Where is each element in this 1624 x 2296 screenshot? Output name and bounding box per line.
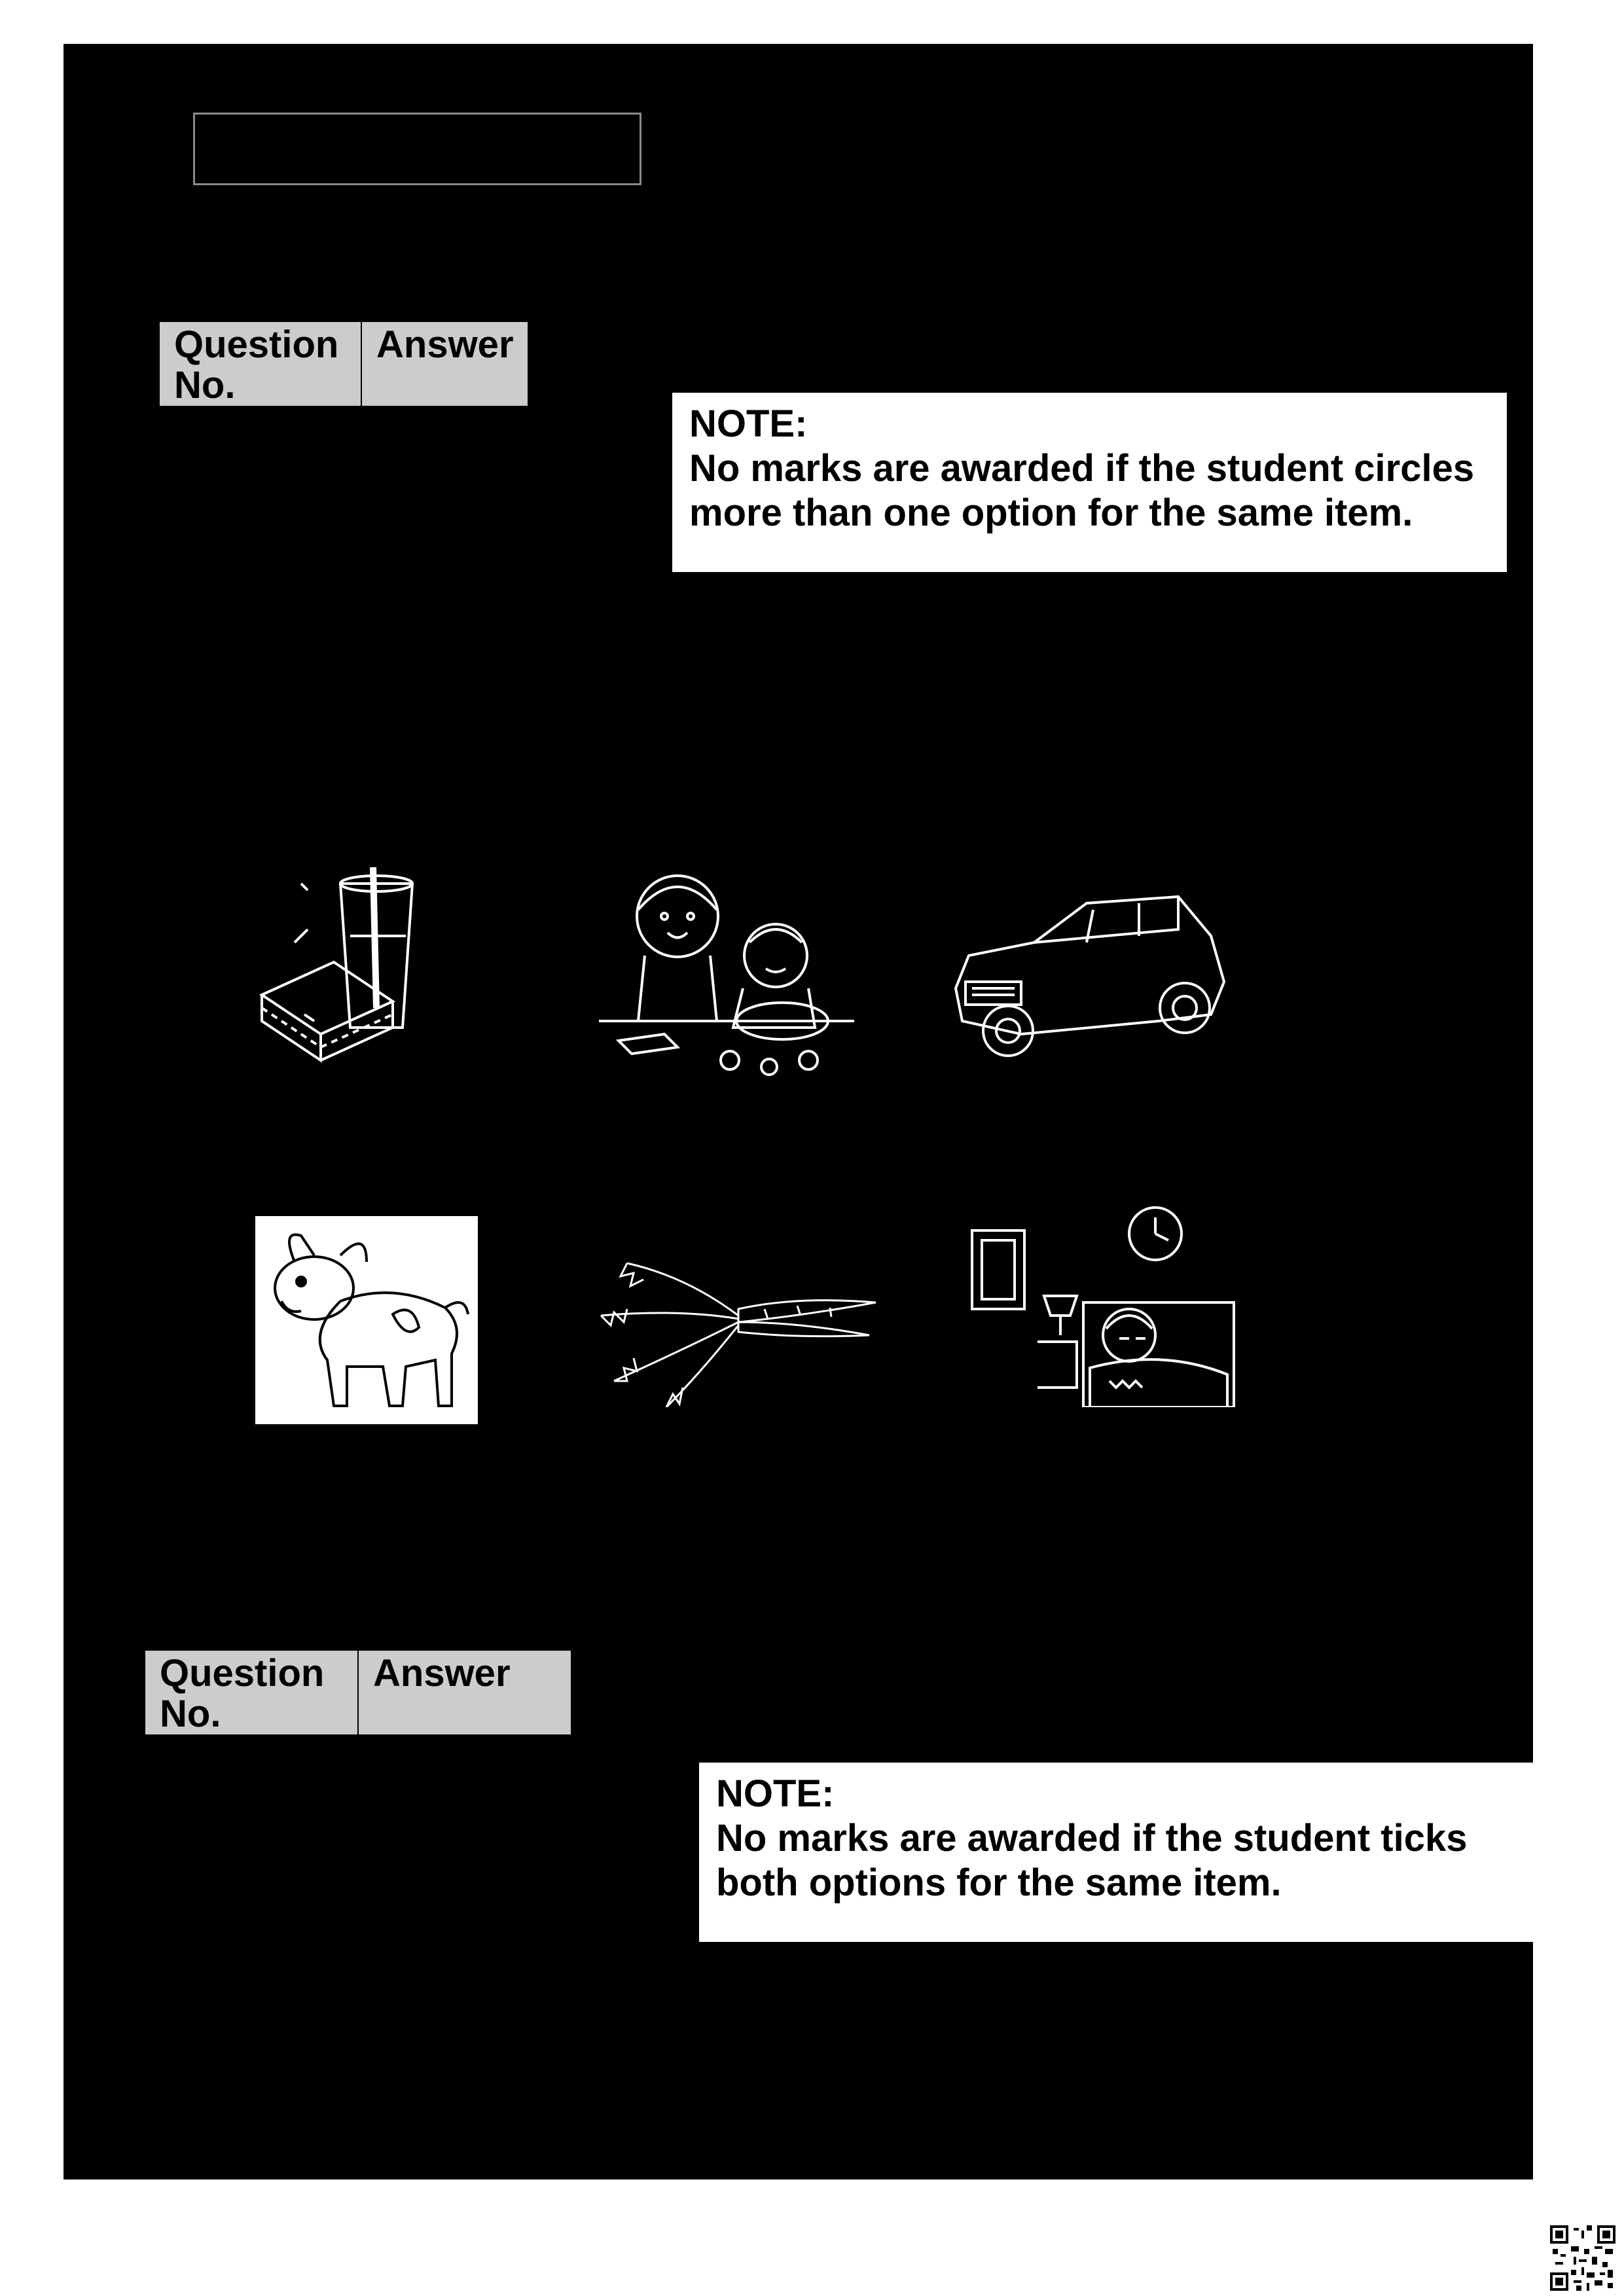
note-text: No marks are awarded if the student ticks both options for the same item. (716, 1817, 1468, 1904)
note-box-2 (699, 1763, 1533, 1942)
note-box-1 (672, 393, 1507, 572)
sandwich-and-drink-icon (242, 864, 439, 1080)
note-text: No marks are awarded if the student circles more than one option for the same item. (689, 447, 1475, 534)
child-sleeping-icon (965, 1204, 1240, 1407)
blank-header-box (193, 113, 641, 185)
children-eating-icon (599, 864, 854, 1086)
goat-icon (255, 1216, 478, 1424)
car-icon (943, 884, 1231, 1067)
qr-code-icon (1550, 2225, 1615, 2291)
question-answer-table-1 (158, 321, 529, 407)
question-no-header: Question No. (145, 1650, 358, 1735)
question-answer-table-2 (144, 1649, 572, 1736)
answer-header: Answer (358, 1650, 571, 1735)
carrots-icon (588, 1257, 882, 1407)
note-heading: NOTE: (716, 1772, 835, 1815)
answer-header: Answer (361, 321, 528, 406)
question-no-header: Question No. (159, 321, 361, 406)
note-heading: NOTE: (689, 403, 808, 445)
